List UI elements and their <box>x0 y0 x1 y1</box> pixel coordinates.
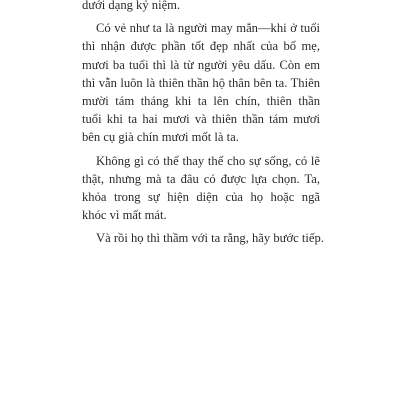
text-line: Không gì có thể thay thế cho sự sống, có lẽ <box>96 153 320 168</box>
text-line: mươi ba tuổi thì là từ người yêu dấu. Còn em <box>82 57 320 72</box>
text-line: thì nhận được phần tốt đẹp nhất của bố mẹ, <box>82 39 320 54</box>
paragraph-2 <box>82 19 320 146</box>
text-line: tuổi khi ta hai mươi và thiên thần tám mươi <box>82 112 320 127</box>
paragraph-1 <box>82 0 320 14</box>
body-text <box>82 0 324 252</box>
text-line: mười tám tháng khi ta lên chín, thiên thần <box>82 93 320 108</box>
text-line: Có vẻ như ta là người may mắn—khi ở tuổi <box>96 21 320 36</box>
text-line: Và rồi họ thì thầm với ta rằng, hãy bước tiếp. <box>96 231 324 246</box>
text-line: bên cụ già chín mươi mốt là ta. <box>82 130 239 145</box>
text-line: khóc vì mất mát. <box>82 208 167 223</box>
text-line: thật, nhưng mà ta đâu có được lựa chọn. Ta, <box>82 171 320 186</box>
paragraph-4 <box>82 229 324 247</box>
text-line: thì vẫn luôn là thiên thần hộ thân bên ta. Thiên <box>82 75 320 90</box>
text-line: dưới dạng kỷ niệm. <box>82 0 181 12</box>
text-line: khỏa trong sự hiện diện của họ hoặc ngã <box>82 189 320 204</box>
paragraph-3 <box>82 152 320 225</box>
